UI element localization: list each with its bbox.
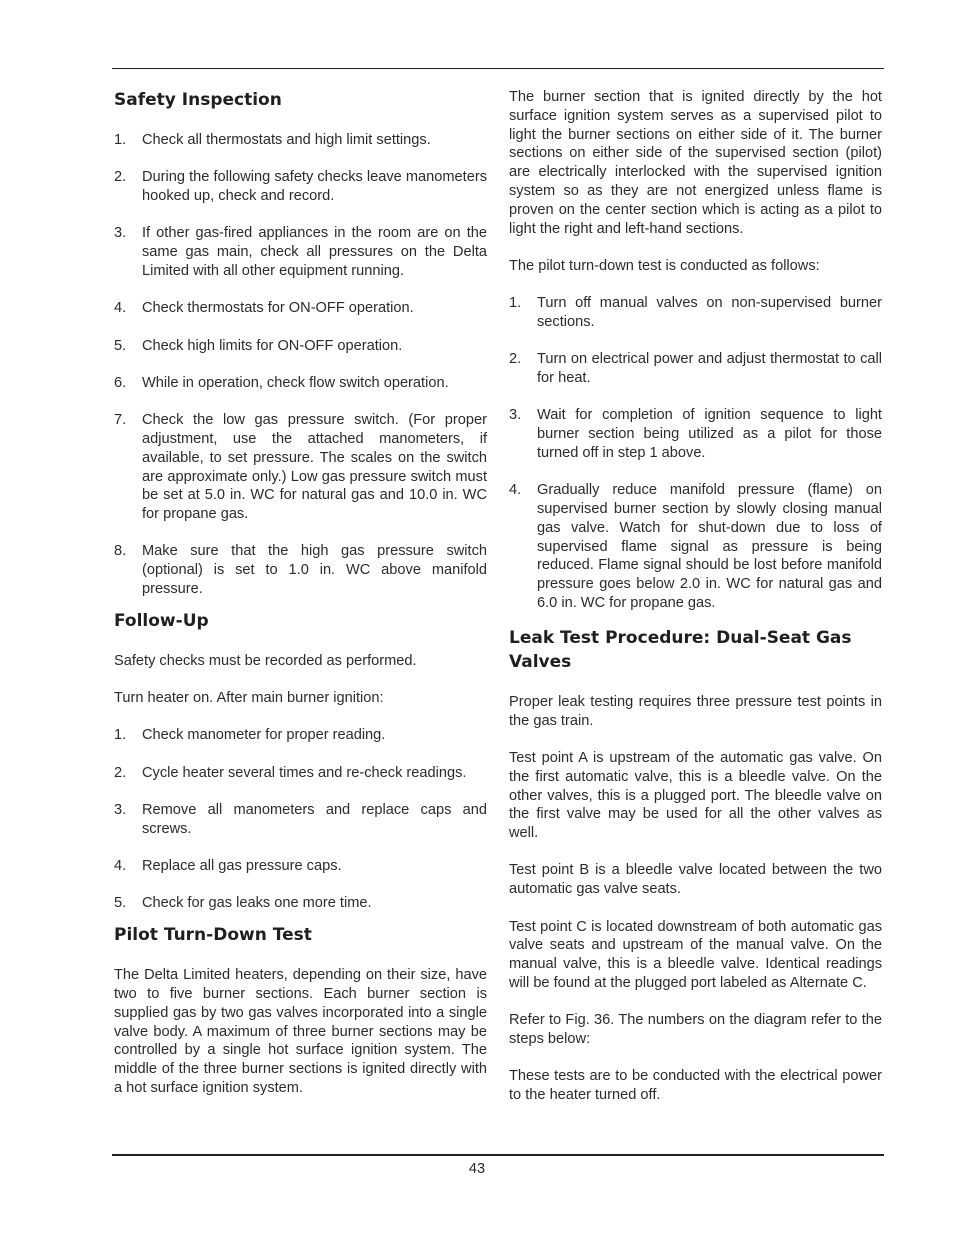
list-text: Gradually reduce manifold pressure (flame) on supervised burner section by slowly closing manual gas valve. Watch for shut-down due to loss of supervised flame signal as pressure is being reduced. Flame signal should be lost before manifold pressure goes below 2.0 in. WC for natural gas and 6.0 in. WC for propane gas. — [537, 482, 882, 612]
list-text: Turn off manual valves on non-supervised burner sections. — [537, 295, 882, 330]
list-text: Turn on electrical power and adjust thermostat to call for heat. — [537, 351, 882, 387]
list-text: Cycle heater several times and re-check readings. — [142, 764, 467, 781]
paragraph: The pilot turn-down test is conducted as follows: — [509, 257, 820, 274]
list-text: Check for gas leaks one more time. — [142, 895, 372, 912]
list-item — [509, 294, 882, 332]
list-text: While in operation, check flow switch operation. — [142, 374, 449, 391]
paragraph: Test point C is located downstream of both automatic gas valve seats and upstream of the manual valve. On the manual valve, this is a bleedle valve. Identical readings will be found at the plugged port labeled as Alternate C. — [509, 918, 882, 991]
paragraph: Proper leak testing requires three pressure test points in the gas train. — [509, 693, 882, 729]
section-heading-pilot-turn-down-test: Pilot Turn-Down Test — [114, 925, 312, 946]
list-text: Check high limits for ON-OFF operation. — [142, 337, 403, 354]
list-item — [509, 350, 882, 388]
list-item — [114, 801, 487, 839]
list-number: 1. — [114, 727, 127, 744]
list-item — [114, 411, 487, 524]
right-column — [509, 88, 882, 1123]
list-number: 4. — [114, 300, 127, 317]
list-number: 3. — [114, 225, 127, 242]
paragraph: Test point A is upstream of the automatic gas valve. On the first automatic valve, this is a bleedle valve. On the other valves, this is a plugged port. The bleedle valve on the first valve may be used for all the other valves as well. — [509, 749, 882, 842]
list-number: 3. — [114, 802, 127, 819]
follow-up-list — [114, 726, 487, 913]
section-heading-follow-up: Follow-Up — [114, 610, 209, 631]
list-number: 4. — [114, 858, 127, 875]
list-number: 1. — [114, 132, 127, 148]
list-text: Check manometer for proper reading. — [142, 727, 386, 744]
list-number: 4. — [509, 482, 522, 499]
page-number: 43 — [468, 1161, 486, 1177]
top-rule — [112, 68, 884, 69]
section-heading-safety-inspection: Safety Inspection — [114, 90, 282, 110]
list-item — [114, 374, 487, 393]
paragraph: Safety checks must be recorded as performed. — [114, 652, 417, 669]
list-text: Remove all manometers and replace caps and screws. — [142, 802, 487, 837]
paragraph: These tests are to be conducted with the electrical power to the heater turned off. — [509, 1068, 882, 1104]
list-number: 2. — [114, 764, 127, 781]
list-item — [114, 894, 487, 913]
list-item — [114, 337, 487, 356]
list-number: 3. — [509, 407, 522, 424]
list-item — [114, 542, 487, 598]
list-text: Check thermostats for ON-OFF operation. — [142, 300, 414, 317]
list-item — [114, 299, 487, 318]
list-item — [114, 726, 487, 745]
list-number: 2. — [114, 169, 127, 186]
paragraph: Test point B is a bleedle valve located between the two automatic gas valve seats. — [509, 862, 882, 898]
safety-inspection-list — [114, 131, 487, 599]
section-heading-leak-test-procedure: Leak Test Procedure: Dual-Seat Gas Valves — [509, 627, 852, 672]
list-item — [114, 764, 487, 783]
list-item — [114, 168, 487, 206]
list-text: Replace all gas pressure caps. — [142, 858, 342, 875]
list-item — [114, 131, 487, 150]
list-item — [114, 857, 487, 876]
list-text: Check the low gas pressure switch. (For proper adjustment, use the attached manometers, if available, to set pressure. The scales on the switch are approximate only.) Low gas pressure switch must be set at 5.0 in. WC for natural gas and 10.0 in. WC for propane gas. — [142, 412, 487, 523]
list-item — [509, 406, 882, 462]
list-item — [114, 224, 487, 280]
list-text: If other gas-fired appliances in the room are on the same gas main, check all pressures on the Delta Limited with all other equipment running. — [142, 225, 487, 279]
list-text: Make sure that the high gas pressure switch (optional) is set to 1.0 in. WC above manifold pressure. — [142, 543, 487, 598]
list-number: 1. — [509, 295, 522, 312]
list-number: 7. — [114, 412, 127, 429]
list-number: 8. — [114, 543, 127, 560]
list-number: 6. — [114, 374, 127, 391]
list-text: During the following safety checks leave manometers hooked up, check and record. — [142, 169, 487, 205]
list-text: Check all thermostats and high limit settings. — [142, 132, 431, 148]
paragraph: Turn heater on. After main burner ignition: — [114, 690, 384, 707]
list-text: Wait for completion of ignition sequence to light burner section being utilized as a pilot for those turned off in step 1 above. — [537, 407, 882, 461]
paragraph: The burner section that is ignited directly by the hot surface ignition system serves as a supervised pilot to light the burner sections on either side of it. The burner sections on either side of the supervised section (pilot) are electrically interlocked with the supervised ignition system so as they are not energized unless flame is proven on the center section which is acting as a pilot to light the right and left-hand sections. — [509, 89, 882, 237]
list-number: 5. — [114, 895, 127, 912]
paragraph: Refer to Fig. 36. The numbers on the diagram refer to the steps below: — [509, 1012, 882, 1047]
pilot-turn-down-steps-list — [509, 294, 882, 613]
list-item — [509, 481, 882, 613]
bottom-rule — [112, 1154, 884, 1156]
list-number: 5. — [114, 337, 127, 354]
list-number: 2. — [509, 351, 522, 368]
left-column — [114, 88, 487, 1116]
paragraph: The Delta Limited heaters, depending on their size, have two to five burner sections. Each burner section is supplied gas by two gas valves incorporated into a single valve body. A maximum of three burner sections may be controlled by a single hot surface ignition system. The middle of the three burner sections is ignited directly with a hot surface ignition system. — [114, 967, 487, 1096]
